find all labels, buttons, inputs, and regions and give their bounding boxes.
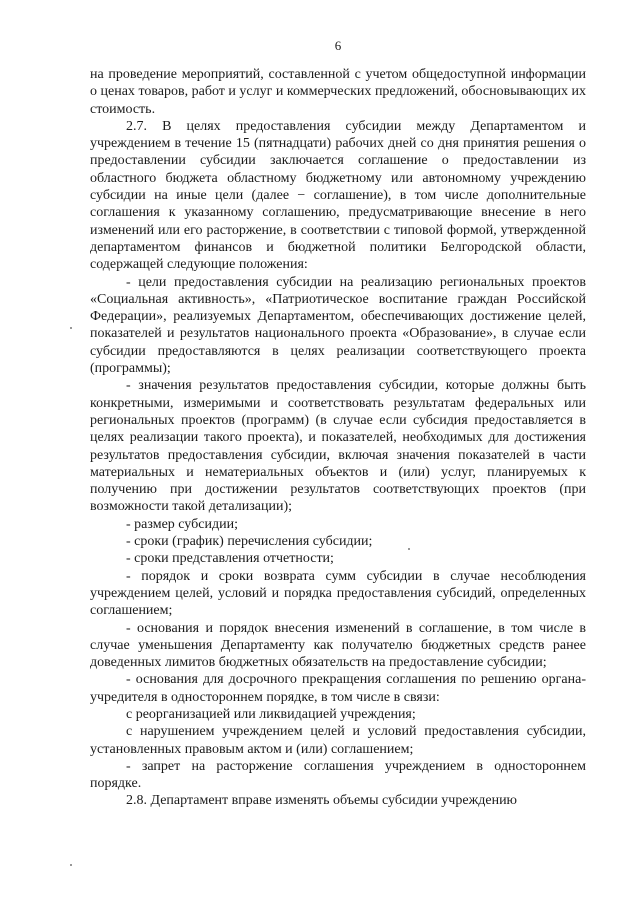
document-body bbox=[90, 66, 586, 810]
scan-speck bbox=[408, 548, 410, 550]
paragraph-section-2-8: 2.8. Департамент вправе изменять объемы субсидии учреждению bbox=[126, 793, 518, 809]
paragraph: на проведение мероприятий, составленной с учетом общедоступной информации о ценах товаров, работ и услуг и коммерческих предложений, обосновывающих их стоимость. bbox=[90, 67, 586, 117]
page-number: 6 bbox=[334, 38, 342, 53]
scan-speck bbox=[70, 864, 72, 866]
list-item: - размер субсидии; bbox=[126, 516, 238, 532]
scan-speck bbox=[70, 327, 72, 329]
list-item: - сроки представления отчетности; bbox=[126, 551, 334, 567]
list-item: - основания и порядок внесения изменений в соглашение, в том числе в случае уменьшения Департаменту как получателю бюджетных средств ранее доведенных лимитов бюджетных обязательств на предоставление субсидии; bbox=[90, 620, 586, 671]
list-item: - цели предоставления субсидии на реализацию региональных проектов «Социальная активность», «Патриотическое воспитание граждан Российской Федерации», реализуемых Департаментом, обеспечивающих достижение целей, показателей и результатов национального проекта «Образование», в случае если субсидии предоставляются в целях реализации соответствующего проекта (программы); bbox=[90, 274, 586, 377]
list-item: - порядок и сроки возврата сумм субсидии в случае несоблюдения учреждением целей, условий и порядка предоставления субсидий, определенных соглашением; bbox=[90, 568, 586, 619]
sub-list-item: с нарушением учреждением целей и условий предоставления субсидии, установленных правовым актом и (или) соглашением; bbox=[90, 724, 586, 757]
list-item: - значения результатов предоставления субсидии, которые должны быть конкретными, измеримыми и соответствовать результатам федеральных или региональных проектов (программ) (в случае если субсидия предоставляется в целях реализации такого проекта), и показателей, необходимых для достижения результатов предоставления субсидии, включая значения показателей в части материальных и нематериальных объектов и (или) услуг, планируемых к получению при достижении результатов соответствующих проектов (при возможности такой детализации); bbox=[90, 378, 586, 515]
list-item: - запрет на расторжение соглашения учреждением в одностороннем порядке. bbox=[90, 758, 586, 792]
list-item: - основания для досрочного прекращения соглашения по решению органа-учредителя в одностороннем порядке, в том числе в связи: bbox=[90, 672, 586, 705]
list-item: - сроки (график) перечисления субсидии; bbox=[126, 534, 373, 550]
paragraph-section-2-7: 2.7. В целях предоставления субсидии между Департаментом и учреждением в течение 15 (пятнадцати) рабочих дней со дня принятия решения о предоставлении субсидии заключается соглашение о предоставлении из областного бюджета областному бюджетному или автономному учреждению субсидии на иные цели (далее − соглашение), в том числе дополнительные соглашения к указанному соглашению, предусматривающие внесение в него изменений или его расторжение, в соответствии с типовой формой, утвержденной департаментом финансов и бюджетной политики Белгородской области, содержащей следующие положения: bbox=[90, 118, 586, 273]
sub-list-item: с реорганизацией или ликвидацией учреждения; bbox=[126, 706, 416, 722]
